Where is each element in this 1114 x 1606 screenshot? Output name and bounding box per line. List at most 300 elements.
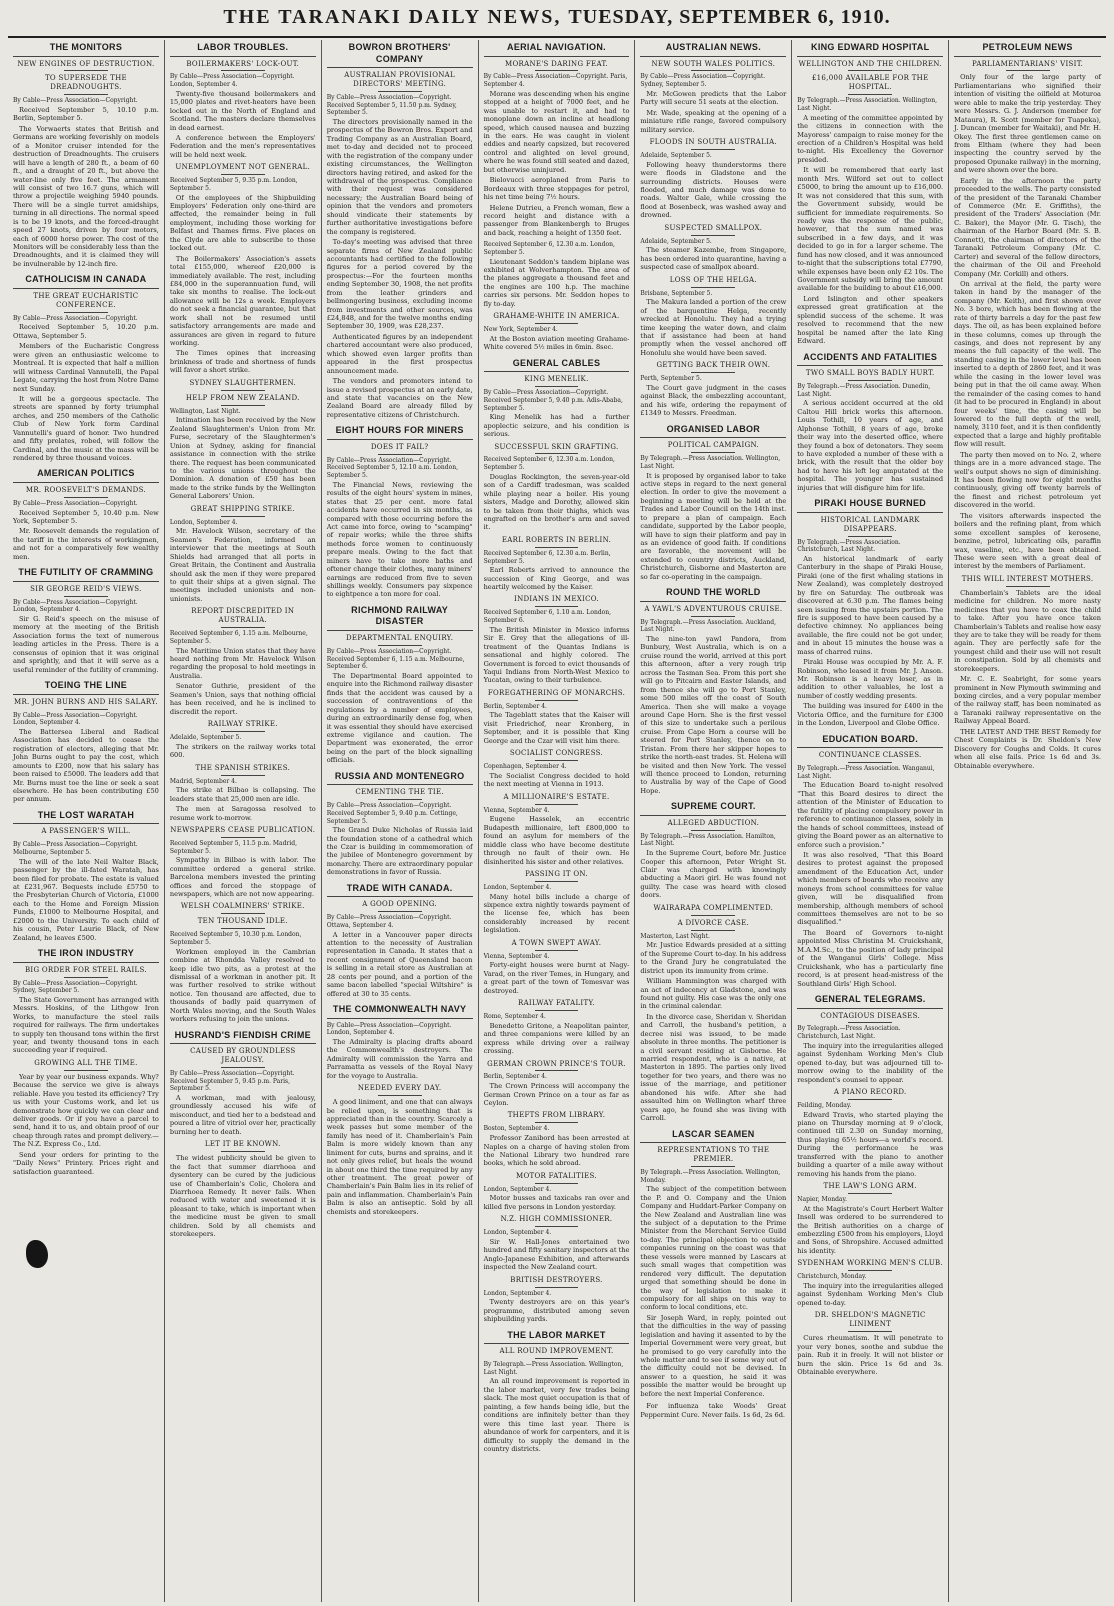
dateline: By Cable—Press Association—Copyright. [13, 97, 138, 105]
article-paragraph: Mr. McGowen predicts that the Labor Party will secure 51 seats at the election. [640, 89, 787, 107]
article-paragraph: The Financial News, reviewing the results of the eight hours' system in mines, states that 25 per cent. more fatal accidents have occurred in six months, as compared with those occurring before the Act came into force, owing to "scamping" of repair works; while the three shifts methods force women to continuously prepare meals. Owing to the fact that miners have to take more baths and oftener change their clothes, many miners' earnings are reduced from five to seven shillings weekly. Consumers pay sixpence to eightpence a ton more for coal. [326, 480, 473, 599]
article [13, 808, 159, 942]
article-subheading: MORANE'S DARING FEAT. [505, 59, 608, 68]
article-subheading: LOSS OF THE HELGA. [669, 275, 757, 284]
article-subheading: DEPARTMENTAL ENQUIRY. [346, 633, 454, 642]
article [170, 1140, 316, 1238]
article-subheading: UNEMPLOYMENT NOT GENERAL. [175, 163, 311, 172]
article-headline: THE COMMONWEALTH NAVY [327, 1002, 473, 1019]
article-headline: LABOR TROUBLES. [170, 40, 316, 57]
article-paragraph: The Tageblatt states that the Kaiser will visit Friedrichof, near Kronberg, in September, and it is possible that King George and the Czar will visit him there. [483, 711, 630, 745]
article [170, 379, 316, 501]
divider-rule [221, 837, 265, 838]
article-paragraph: The Boilermakers' Association's assets total £155,000, whereof £20,000 is immediately available. The rest, including £84,000 in the superannuation fund, will take six months to realise. The lock-out allowance will be 12s a week. Employers do not seek a financial guarantee, but that work shall not be resumed until satisfactory arrangements are made and assurances are given in regard to future working. [169, 254, 316, 348]
ink-blot [26, 1240, 48, 1268]
article-paragraph: Morane was descending when his engine stopped at a height of 7000 feet, and he was unable to restart it, and had to monoplane down an incline at headlong speed, which caused nausea and buzzing in the ears. He was caught in violent eddies and nearly capsized, but recovered control and alighted on level ground, where he was found still seated and dazed, but otherwise uninjured. [483, 89, 630, 174]
article [170, 826, 316, 898]
masthead [8, 6, 1106, 38]
article-paragraph: A serious accident occurred at the old Caltou Hill brick works this afternoon. Louis Tothill, 10 years of age, and Alphonse Tothill, 8 years of age, broke their way into the deserted office, where they found a box of detonators. They seem to have exploded a number of these with a brick, with the result that the older boy had to have his left leg amputated at the hospital. The younger has sustained injuries that will disfigure him for life. [797, 399, 944, 492]
article-paragraph: The strike at Bilbao is collapsing. The leaders state that 25,000 men are idle. [169, 786, 316, 803]
article-paragraph: Intimation has been received by the New Zealand Slaughtermen's Union from Mr. Furse, secretary of the Slaughtermen's Union at Sydney, asking for financial assistance in connection with the strike there. The request has been communicated to the various unions throughout the Dominion. A donation of £50 has been made to the strike funds by the Wellington General Laborers' Union. [169, 416, 316, 501]
divider-rule [848, 1099, 892, 1100]
column-3 [322, 40, 479, 1602]
article-subheading: NEW SOUTH WALES POLITICS. [651, 59, 776, 68]
article [13, 40, 159, 268]
article-paragraph: A meeting of the committee appointed by the citizens in connection with the Mayoress' campaign to raise money for the erection of a Children's Hospital was held to-night. His Excellency the Governor presided. [797, 113, 944, 164]
dateline: Adelaide, September 5. [640, 151, 712, 159]
article [327, 603, 473, 765]
column-4 [479, 40, 636, 1602]
divider-rule [535, 1358, 579, 1359]
article-subheading: A PASSENGER'S WILL. [41, 827, 131, 836]
dateline: Madrid, September 4. [169, 777, 237, 785]
divider-rule [64, 977, 108, 978]
article [13, 946, 159, 1055]
article-paragraph: At the Boston aviation meeting Grahame-White covered 5½ miles in 6min. 8sec. [483, 334, 630, 352]
dateline: By Cable—Press Association—Copyright. [13, 499, 138, 507]
article [797, 40, 943, 346]
dateline: By Cable—Press Association—Copyright. London, September 4. [13, 711, 138, 727]
article-subheading: MR. ROOSEVELT'S DEMANDS. [25, 485, 146, 494]
divider-rule [221, 913, 265, 914]
article-subheading: THIS WILL INTEREST MOTHERS. [961, 574, 1094, 583]
article-subheading: TWO SMALL BOYS BADLY HURT. [805, 369, 935, 378]
divider-rule [691, 149, 735, 150]
divider-rule [64, 838, 108, 839]
article-paragraph: Piraki House was occupied by Mr. A. F. Robinson, who leased it from Mr. J. Anson. Mr. Robinson is a heavy loser, as in addition to other valuables, he lost a number of costly wedding presents. [797, 658, 944, 700]
article-subheading: CEMENTING THE TIE. [355, 788, 444, 797]
article-headline: ROUND THE WORLD [640, 585, 786, 602]
divider-rule [848, 762, 892, 763]
article [484, 536, 630, 592]
column-1 [8, 40, 165, 1602]
article [170, 764, 316, 822]
divider-rule [221, 731, 265, 732]
dateline: By Telegraph.—Press Association. Dunedin, Last Night. [797, 383, 931, 398]
divider-rule [221, 775, 265, 776]
article-headline: THE MONITORS [13, 40, 159, 57]
article-paragraph: A conference between the Employers' Federation and the men's representatives will be held next week. [169, 134, 316, 159]
divider-rule [848, 1022, 892, 1023]
article-subheading: NEWSPAPERS CEASE PUBLICATION. [170, 825, 316, 834]
article-subheading: PASSING IT ON. [525, 869, 588, 878]
article-paragraph: The Board of Governors to-night appointed Miss Christina M. Cruickshank, M.A.M.Sc., to the position of lady principal of the Wanganui Girls' College. Miss Cruickshank, who has a particularly fine record, is at present head-mistress of the Southland Girls' High School. [797, 928, 944, 988]
divider-rule [848, 1331, 892, 1332]
divider-rule [535, 70, 579, 71]
article [640, 138, 786, 220]
article [327, 1084, 473, 1216]
divider-rule [535, 1287, 579, 1288]
column-7 [949, 40, 1106, 1602]
article-subheading: FOREGATHERING OF MONARCHS. [487, 688, 626, 697]
article-paragraph: Mr. Justice Edwards presided at a sitting of the Supreme Court to-day. In his address to the Grand Jury he congratulated the district upon its immunity from crime. [640, 941, 787, 975]
divider-rule [221, 405, 265, 406]
article-paragraph: Lord Islington and other speakers expressed great gratification at the splendid success of the scheme. It was resolved to recommend that the new hospital be named after the late King Edward. [797, 294, 944, 346]
article-paragraph: Edward Travis, who started playing the piano on Thursday morning at 9 o'clock, continued till 2.30 on Sunday morning, thus playing 65½ hours—a world's record. During the performance he was transferred with the piano to another building a quarter of a mile away without removing his hands from the piano. [797, 1110, 944, 1178]
dateline: London, September 4. [483, 1229, 552, 1237]
dateline: By Telegraph.—Press Association. Auckland, Last Night. [640, 618, 776, 634]
article [484, 999, 630, 1055]
article [13, 272, 159, 462]
article-headline: TOEING THE LINE [13, 678, 159, 695]
dateline: By Telegraph.—Press Association. Christchurch, Last Night. [797, 538, 901, 554]
article [640, 224, 786, 272]
article-paragraph: Mr. Havelock Wilson, secretary of the Seamen's Federation, informed an interviewer that the meetings at South Shields had arranged that all ports in Great Britain, the Continent and Australia should ask the men if they were prepared to quit their ships at a given signal. The meetings included unionists and non-unionists. [169, 527, 316, 603]
article [797, 1311, 943, 1376]
divider-rule [691, 915, 735, 916]
article [797, 1259, 943, 1307]
article-paragraph: Forty-eight houses were burnt at Nagy-Varad, on the river Temes, in Hungary, and a great part of the town of Temesvar was destroyed. [483, 961, 630, 995]
article-paragraph: An all round improvement is reported in the labor market, very few trades being slack. The most quiet occupation is that of painting, a few hands being idle, but the conditions are infinitely better than they were this time last year. There is abundance of work for carpenters, and it is difficulty to supply the demand in the country districts. [483, 1377, 630, 1453]
divider-rule [535, 760, 579, 761]
article-headline: KING EDWARD HOSPITAL [797, 40, 943, 57]
article-headline: GENERAL TELEGRAMS. [797, 992, 943, 1009]
dateline: By Cable—Press Association—Copyright. Received September 5, 9.40 p.m. Cettinge, September 5. [326, 802, 458, 825]
divider-rule [535, 804, 579, 805]
article-subheading: A PIANO RECORD. [833, 1087, 907, 1096]
dateline: By Telegraph.—Press Association. Wanganui, Last Night. [797, 765, 935, 780]
article-headline: CATHOLICISM IN CANADA [13, 272, 159, 289]
divider-rule [64, 709, 108, 710]
article-paragraph: Helene Dutrieu, a French woman, flew a record height and distance with a passenger from Blankenbergh to Bruges and back, reaching a height of 1350 feet. [483, 203, 630, 237]
divider-rule [378, 1095, 422, 1096]
dateline: By Cable—Press Association—Copyright. London, September 4. [169, 73, 295, 89]
dateline: Rome, September 4. [483, 1013, 546, 1021]
article [484, 443, 630, 532]
article-headline: THE FUTILITY OF CRAMMING [13, 565, 159, 582]
article-subheading: SYDENHAM WORKING MEN'S CLUB. [797, 1259, 943, 1268]
dateline: Berlin, September 4. [483, 1073, 547, 1081]
article [484, 793, 630, 866]
article-subheading: £16,000 AVAILABLE FOR THE HOSPITAL. [811, 74, 929, 92]
article [640, 1402, 786, 1419]
article-paragraph: Professor Zanibord has been arrested at Naples on a charge of having stolen from the National Library two hundred rare books, which he sold abroad. [483, 1134, 630, 1168]
article [797, 496, 943, 728]
article-paragraph: Douglas Rockington, the seven-year-old son of a Cardiff tradesman, was scalded while playing near a boiler. His young sisters, Madge and Dorothy, allowed skin to be taken from their thighs, which was engrafted on the brother's arm and saved it. [483, 472, 630, 532]
article-paragraph: Benedetto Gritone, a Neapolitan painter, and three companions were killed by an express while driving over a railway crossing. [483, 1021, 630, 1056]
article-subheading: SYDNEY SLAUGHTERMEN. [189, 378, 296, 387]
dateline: By Cable—Press Association—Copyright. Sydney, September 5. [640, 73, 766, 89]
dateline: Napier, Monday. [797, 1196, 847, 1204]
article-paragraph: It will be a gorgeous spectacle. The streets are spanned by forty triumphal arches, and 250 members of the Catholic Club of New York form Cardinal Vannutelli's guard of honor. Two hundred and fifty prelates, robed, will follow the Cardinal, and the music at the mass will be rendered by three thousand voices. [13, 394, 159, 463]
article-headline: RUSSIA AND MONTENEGRO [327, 769, 473, 786]
article-paragraph: It was also resolved, "That this Board desires to protest against the proposed amendment of the Education Act, under which members of boards who receive any moneys from school committees for value given, will be disqualified from membership, although members of school committees themselves are not to be so disqualified." [797, 850, 944, 927]
dateline: Christchurch, Monday. [797, 1273, 867, 1281]
article [484, 40, 630, 237]
divider-rule [691, 930, 735, 931]
divider-rule [221, 928, 265, 929]
article [640, 1127, 786, 1399]
article-subheading: TEN THOUSAND IDLE. [197, 917, 288, 926]
dateline: New York, September 4. [483, 326, 558, 334]
article [640, 276, 786, 358]
article-paragraph: The will of the late Neil Walter Black, passenger by the ill-fated Waratah, has been filed for probate. The estate is valued at £231,967. Bequests include £5750 to the Presbyterian Church of Victoria, £1000 each to the Home and Foreign Mission Funds, £1000 to Melbourne Hospital, and £2000 to the University. To each child of his cousin, Peter Laurie Black, of New Zealand, he leaves £500. [13, 857, 159, 942]
article-subheading: FLOODS IN SOUTH AUSTRALIA. [649, 138, 778, 146]
dateline: By Cable—Press Association—Copyright. Received September 5, 9.45 p.m. Paris, September 5. [169, 1070, 295, 1093]
article-paragraph: Bielovucci aeroplaned from Paris to Bordeaux with three stoppages for petrol, his net time being 7½ hours. [483, 176, 630, 202]
dateline: London, September 4. [483, 1289, 552, 1297]
divider-rule [535, 1183, 579, 1184]
article-paragraph: Sympathy in Bilbao is with labor. The committee ordered a general strike. Barcelona members invested the printing offices and forced the stoppage of newspapers, which are not now appearing. [169, 856, 316, 898]
divider-rule [64, 1070, 108, 1071]
article-headline: BOWRON BROTHERS' COMPANY [327, 40, 473, 68]
dateline: Feilding, Monday. [797, 1101, 852, 1109]
article-paragraph: Mr. C. E. Seabright, for some years prominent in New Plymouth swimming and boxing circles, and a very popular member of the railway staff, has been nominated as a Taranaki railway representative on the Railway Appeal Board. [954, 675, 1101, 726]
article [327, 1002, 473, 1080]
article [484, 1276, 630, 1324]
article-paragraph: The strikers on the railway works total 600. [169, 742, 316, 760]
article-paragraph: A workman, mad with jealousy, groundlessly accused his wife of misconduct, and tied her to a bedstead and poured a litre of vitriol over her, practically burning her to death. [169, 1094, 316, 1136]
divider-rule [848, 536, 892, 537]
article [484, 241, 630, 308]
article-subheading: N.Z. HIGH COMMISSIONER. [500, 1215, 613, 1224]
article-subheading: NEEDED EVERY DAY. [357, 1084, 442, 1093]
article-paragraph: To-day's meeting was advised that three separate firms of New Zealand public accountants had certified to the following figures for a period covered by the prospectus:—For the fourteen months ending September 30, 1908, the net profits from the leather grinders and bellmongering business, excluding income from investments and other sources, was £24,848, and for the twelve months ending September 30, 1909, was £28,237. [326, 238, 473, 331]
article [484, 312, 630, 352]
divider-rule [378, 645, 422, 646]
article-subheading: HELP FROM NEW ZEALAND. [185, 393, 300, 402]
divider-rule [378, 91, 422, 92]
article [13, 565, 159, 674]
dateline: Brisbane, September 5. [640, 289, 713, 297]
dateline: Copenhagen, September 4. [483, 763, 567, 771]
divider-rule [64, 312, 108, 313]
dateline: Received September 6, 1.15 a.m. Melbourne, September 5. [169, 630, 308, 645]
dateline: Berlin, September 4. [483, 702, 547, 710]
article-subheading: CONTINUANCE CLASSES. [818, 751, 922, 760]
article-paragraph: The men at Saragossa resolved to resume work to-morrow. [169, 805, 316, 822]
article [484, 749, 630, 789]
article-headline: AERIAL NAVIGATION. [484, 40, 630, 57]
article-headline: TRADE WITH CANADA. [327, 881, 473, 898]
divider-rule [848, 1193, 892, 1194]
article-paragraph: Members of the Eucharistic Congress were given an enthusiastic welcome to Montreal. It is expected that half a million will witness Cardinal Vannutelli, the Papal Legate, carrying the host from Notre Dame next Sunday. [13, 342, 159, 393]
article [170, 505, 316, 604]
article-paragraph: It will be remembered that early last month Mrs. Wilford set out to collect £5000, to bring the amount up to £16,000. It was not considered that this sum, with the Government subsidy, would be sufficient for immediate requirements. So ready was the response of the public, however, that the sum named was subscribed in a few days, and it was decided to go in for a larger scheme. The fund has now closed, and it was announced to-night that the subscriptions total £7790, while expenses have been only £2 10s. The Government subsidy will bring the amount available for the building to about £16,000. [797, 166, 944, 293]
dateline: By Cable—Press Association—Copyright. Received September 5, 12.10 a.m. London, September 5. [326, 456, 458, 480]
dateline: Adelaide, September 5. [169, 734, 242, 742]
dateline: Received September 5, 10.30 p.m. London, September 5. [169, 931, 302, 946]
article-paragraph: The Grand Duke Nicholas of Russia laid the foundation stone of a cathedral which the Czar is building in commemoration of the jubilee of Montenegro government by monarchy. There are extraordinary popular demonstrations in favor of Russia. [326, 826, 473, 877]
article-paragraph: Workmen employed in the Cambrian combine at Rhondda Valley resolved to keep idle two pits, as a protest at the dismissal of a workman in another pit. It was further resolved to strike without notice. Ten thousand are affected, due to thousands of badly paid quarrymen of North Wales moving, and the South Wales workers refusing to join the unions. [169, 947, 316, 1024]
divider-rule [221, 516, 265, 517]
article-paragraph: The Departmental Board appointed to enquire into the Richmond railway disaster finds that the accident was caused by a succession of contraventions of the regulations by a number of employees, during an extraordinarily dense fog, when it was essential they should have exercised extreme vigilance and caution. The Department was exonerated, the error being on the part of the block signalling officials. [326, 671, 473, 765]
article-subheading: A GOOD OPENING. [362, 900, 438, 909]
article-subheading: GROWING ALL THE TIME. [34, 1058, 138, 1067]
article-paragraph: The British Minister in Mexico informs Sir E. Grey that the allegations of ill-treatment of the Quantas Indians is sensational and highly colored. The Government is forced to evict thousands of Yaqui Indians from North-West Mexico to Yucatan, owing to their turbulence. [483, 625, 630, 685]
dateline: By Telegraph.—Press Association. Wellington, Last Night. [483, 1361, 624, 1376]
article-subheading: INDIANS IN MEXICO. [514, 595, 599, 604]
divider-rule [378, 454, 422, 455]
divider-rule [691, 1166, 735, 1167]
article-headline: EIGHT HOURS FOR MINERS [327, 423, 473, 440]
dateline: Vienna, September 4. [483, 952, 550, 960]
dateline: By Telegraph.—Press Association. Wellington, Monday. [640, 1168, 781, 1184]
divider-rule [1006, 70, 1050, 71]
article-paragraph: Sir G. Reid's speech on the misuse of memory at the meeting of the British Association forms the text of numerous leading articles in the Press. There is a consensus of opinion that it was original and sprightly, and that it will serve as a useful reminder of the futility of cramming. [13, 615, 159, 674]
divider-rule [848, 94, 892, 95]
divider-rule [221, 70, 265, 71]
article-paragraph: King Menelik has had a further apoplectic seizure, and his condition is serious. [483, 413, 630, 439]
article-paragraph: The visitors afterwards inspected the boilers and the refining plant, from which some excellent samples of kerosene, benzine, petrol, lubricating oils, paraffin wax, vaseline, etc., have been obtained. These were seen with a great deal of interest by the members of Parliament. [954, 511, 1101, 571]
dateline: Received September 5, 9.35 p.m. London, September 5. [169, 177, 298, 192]
dateline: By Cable—Press Association—Copyright. Received September 5, 11.50 p.m. Sydney, September 5. [326, 93, 457, 117]
divider-rule [535, 1226, 579, 1227]
article-paragraph: At the Magistrate's Court Herbert Walter Insell was ordered to be surrendered to the British authorities on a charge of embezzling £500 from his employers, Lloyd and Sons, of Shropshire. Accused admitted his identity. [797, 1204, 944, 1255]
article [640, 904, 786, 1123]
article [327, 423, 473, 599]
column-6 [792, 40, 949, 1602]
dateline: By Telegraph.—Press Association. Christchurch, Last Night. [797, 1025, 901, 1041]
issue-date: TUESDAY, SEPTEMBER 6, 1910. [568, 6, 891, 28]
article [797, 1088, 943, 1178]
article-paragraph: The widest publicity should be given to the fact that summer diarrhoea and dysentery can be cured by the judicious use of Chamberlain's Colic, Cholera and Diarrhoea Remedy. It never fails. When reduced with water and sweetened it is pleasant to take, which is important when the medicine must be given to small children. Sold by all chemists and storekeepers. [169, 1154, 316, 1239]
article-paragraph: Sir Joseph Ward, in reply, pointed out that the difficulties in the way of passing legislation and having it assented to by the Imperial Government were very great, but he promised to go very carefully into the whole matter and to see if some way out of the difficulty could not be devised. In answer to a question, he said it was possible the matter would be brought up before the next Imperial Conference. [640, 1313, 787, 1398]
article [954, 575, 1101, 770]
dateline: By Cable—Press Association—Copyright. Sydney, September 5. [13, 979, 138, 995]
article [327, 881, 473, 998]
article [170, 720, 316, 760]
article-subheading: AUSTRALIAN PROVISIONAL DIRECTORS' MEETING. [344, 71, 455, 88]
article-headline: AMERICAN POLITICS [13, 466, 159, 483]
article-paragraph: A letter in a Vancouver paper directs attention to the necessity of Australian representation in Canada. It states that a recent consignment of Queensland bacon is selling in a retail store as Australian at 28 cents per pound, and a portion of the same bacon labelled "special Wiltshire" is offered at 30 to 35 cents. [326, 930, 473, 998]
article [640, 799, 786, 899]
article-paragraph: The Admiralty is placing drafts aboard the Commonwealth's destroyers. The Admiralty will commission the Yarra and Parramatta as vessels of the Royal Navy for the voyage to Australia. [326, 1037, 473, 1080]
article-paragraph: Twenty-five thousand boilermakers and 15,000 plates and rivet-heaters have been locked out in the North of England and Scotland. The masters declare themselves in dead earnest. [169, 89, 316, 132]
divider-rule [535, 1010, 579, 1011]
article [484, 1328, 630, 1454]
article [640, 40, 786, 134]
dateline: By Telegraph.—Press Association. Wellington, Last Night. [640, 455, 781, 470]
article-headline: AUSTRALIAN NEWS. [640, 40, 786, 57]
article-paragraph: Senator Guthrie, president of the Seamen's Union, says that nothing official has been received, and he is inclined to discredit the report. [169, 682, 316, 716]
dateline: Received September 6, 12.30 a.m. London, September 5. [483, 456, 615, 472]
article-paragraph: A good liniment, and one that can always be relied upon, is something that is appreciated than in the country. Scarcely a week passes but some member of the family has need of it. Chamberlain's Pain Balm is more widely known than any liniment for cuts, burns and sprains, and it not only gives relief, but heals the wound in about one third the time required by any other treatment. The great power of Chamberlain's Pain Balm lies in its relief of pain and inflammation. Chamberlain's Pain Balm is also an antiseptic. Sold by all chemists and storekeepers. [326, 1098, 473, 1216]
article-subheading: NEW ENGINES OF DESTRUCTION. [17, 59, 155, 68]
article-headline: SUPREME COURT. [640, 799, 786, 816]
article-subheading: THEFTS FROM LIBRARY. [507, 1111, 606, 1120]
newspaper-columns [8, 40, 1106, 1602]
article-paragraph: Mr. Roosevelt demands the regulation of the tariff in the interests of workingmen, and not for a comparatively few wealthy men. [13, 527, 159, 561]
divider-rule [691, 235, 735, 236]
article-paragraph: Many hotel bills include a charge of sixpence extra nightly towards payment of the license fee, which has been considerably increased by recent legislation. [483, 892, 630, 935]
article-subheading: KING MENELIK. [524, 375, 589, 384]
article [484, 1060, 630, 1108]
dateline: Adelaide, September 5. [640, 237, 712, 245]
article-subheading: POLITICAL CAMPAIGN. [667, 441, 759, 450]
dateline: By Telegraph.—Press Association. Wellington, Last Night. [797, 97, 938, 113]
article-headline: ORGANISED LABOR [640, 422, 786, 439]
article [484, 1172, 630, 1212]
article-subheading: REPORT DISCREDITED IN AUSTRALIA. [191, 607, 295, 625]
article-paragraph: Earl Roberts arrived to announce the succession of King George, and was heartily welcomed by the Kaiser. [483, 566, 630, 592]
dateline: By Cable—Press Association—Copyright. Received September 5, 9.40 p.m. Adis-Ababa, September 5. [483, 389, 623, 412]
dateline: By Cable—Press Association—Copyright. Melbourne, September 5. [13, 841, 138, 856]
article-subheading: THE SPANISH STRIKES. [195, 763, 291, 772]
divider-rule [64, 94, 108, 95]
article-subheading: BIG ORDER FOR STEEL RAILS. [24, 965, 147, 974]
dateline: Received September 6, 12.30 a.m. London, September 5. [483, 241, 615, 256]
article [327, 769, 473, 877]
article-paragraph: William Hammington was charged with an act of indecency at Gladstone, and was found not guilty. His case was the only one in the criminal calendar. [640, 977, 787, 1011]
article [797, 350, 943, 493]
article-paragraph: The Court gave judgment in the cases against Black, the embezzling accountant, and his wife, ordering the repayment of £1349 to Messrs. Freedman. [640, 383, 787, 418]
article-subheading: DOES IT FAIL? [370, 442, 429, 451]
article-paragraph: Early in the afternoon the party proceeded to the wells. The party consisted of the president of the Taranaki Chamber of Commerce (Mr. E. Griffiths), the president of the Traders' Association (Mr. C. Baker), the Mayor (Mr. G. Tisch), the chairman of the Harbor Board (Mr. S. B. Connett), the chairman of directors of the Taranaki Petroleum Company (Mr. C. Carter) and several of the fellow directors, the chairman of the Oil and Freehold Company (Mr. Corkill) and others. [954, 176, 1101, 278]
divider-rule [378, 911, 422, 912]
article-paragraph: Lieutenant Seddon's tandem biplane was exhibited at Wolverhampton. The area of the planes aggregate a thousand feet and the engines are 100 h.p. The machine carries six persons. Mr. Seddon hopes to fly to-day. [483, 257, 630, 308]
article [797, 992, 943, 1084]
article-paragraph: Of the employees of the Shipbuilding Employers' Federation only one-third are affected, the remainder being in full employment, including those working for Belfast and Thames firms. Five places on the Clyde are able to subscribe to those locked out. [169, 193, 316, 253]
article [13, 466, 159, 561]
dateline: By Cable—Press Association—Copyright. Ottawa, September 4. [326, 914, 452, 929]
article-paragraph: The steamer Kazembe, from Singapore, has been ordered into quarantine, having a suspected case of smallpox aboard. [640, 246, 787, 272]
dateline: Boston, September 4. [483, 1125, 550, 1133]
article-paragraph: An historical landmark of early Canterbury in the shape of Piraki House, Piraki (one of the first whaling stations in New Zealand), was completely destroyed by fire on Saturday. The outbreak was discovered at 6.30 p.m. The flames being seen issuing from the upstairs portion. The fire is supposed to have been caused by a defective chimney. No appliances being available, the fire could not be got under, and in about 15 minutes the house was a mass of charred ruins. [797, 554, 944, 656]
article-paragraph: The Vorwaerts states that British and Germans are working feverishly on models of a Monitor cruiser intended for the destruction of Dreadnoughts. The cruisers will have a length of 280 ft., a beam of 60 ft., and a draught of 20 ft., but above the water-line only five feet. The armament will consist of two 16.7 guns, which will throw a projectile weighing 5940 pounds. There will be a single turret amidships, turning in all directions. The normal speed is to be 19 knots, and the forced-draught speed 27 knots, driven by four motors, each of 6000 horse power. The cost of the Monitors will be considerably less than the Dreadnoughts, and it is claimed they will be invulnerable by 12-inch fire. [13, 124, 159, 268]
article-subheading: SUCCESSFUL SKIN GRAFTING. [494, 442, 619, 451]
article-headline: THE IRON INDUSTRY [13, 946, 159, 963]
article [170, 40, 316, 159]
article-headline: LASCAR SEAMEN [640, 1127, 786, 1144]
article-headline: PIRAKI HOUSE BURNED [797, 496, 943, 513]
article-subheading: WELSH COALMINERS' STRIKE. [180, 902, 305, 911]
divider-rule [535, 1122, 579, 1123]
article-subheading: WELLINGTON AND THE CHILDREN. [798, 59, 942, 68]
article-paragraph: The Socialist Congress decided to hold the next meeting at Vienna in 1913. [483, 771, 630, 789]
article-paragraph: The Education Board to-night resolved "That this Board desires to direct the attention of the Minister of Education to the futility of placing compulsory power in reference to continuance classes, solely in the hands of school committees, instead of giving the Board power as an alternative to enforce such a provision." [797, 781, 944, 849]
divider-rule [221, 1151, 265, 1152]
dateline: By Cable—Press Association—Copyright. London, September 4. [13, 598, 138, 614]
divider-rule [535, 881, 579, 882]
article-subheading: DR. SHELDON'S MAGNETIC LINIMENT [814, 1311, 926, 1329]
article [484, 595, 630, 684]
dateline: London, September 4. [483, 883, 552, 891]
article-subheading: CONTAGIOUS DISEASES. [820, 1011, 920, 1020]
article-paragraph: Chamberlain's Tablets are the ideal medicine for children. No more nasty medicines that you have to coax the child to take. After you have once taken Chamberlain's Tablets and realise how easy they are to take they will be ready for them again. They are perfectly safe for the youngest child and their use will not result in constipation. Sold by all chemists and storekeepers. [954, 588, 1101, 673]
divider-rule [848, 380, 892, 381]
divider-rule [848, 70, 892, 71]
article-paragraph: Received September 5, 10.10 p.m. Berlin, September 5. [13, 106, 159, 123]
article-subheading: HISTORICAL LANDMARK DISAPPEARS. [820, 515, 920, 533]
article-paragraph: Year by year our business expands. Why? Because the service we give is always reliable. Have you tested its efficiency? Try us with your Customs work, and let us demonstrate how quickly we can clear and deliver goods. Or if you have a parcel to send, hand it to us, and obtain proof of our cheap through rates and prompt delivery.—The N.Z. Express Co., Ltd. [13, 1072, 159, 1149]
divider-rule [535, 323, 579, 324]
dateline: Wellington, Last Night. [169, 407, 241, 415]
divider-rule [535, 606, 579, 607]
divider-rule [535, 386, 579, 387]
article [484, 1215, 630, 1271]
article-paragraph: In the Supreme Court, before Mr. Justice Cooper this afternoon, Peter Wright St. Clair was charged with knowingly abducting a Maori girl. He was found not guilty. The case was heard with closed doors. [640, 849, 787, 900]
divider-rule [691, 616, 735, 617]
article-headline: THE LABOR MARKET [484, 1328, 630, 1345]
article-subheading: WAIRARAPA COMPLIMENTED. [653, 903, 774, 912]
article-subheading: CAUSED BY GROUNDLESS JEALOUSY. [190, 1047, 296, 1065]
article-paragraph: The Maritime Union states that they have heard nothing from Mr. Havelock Wilson regarding the proposal to hold meetings in Australia. [169, 646, 316, 680]
article [484, 939, 630, 995]
article-paragraph: The Crown Princess will accompany the German Crown Prince on a tour as far as Ceylon. [483, 1082, 630, 1108]
article-subheading: A YAWL'S ADVENTUROUS CRUISE. [644, 604, 783, 613]
article-paragraph: The party then moved on to No. 2, where things are in a more advanced stage. The well's output shows no sign of diminishing. It has been flowing now for eight months continuously, giving off twenty barrels of the finest and richest petroleum yet discovered in the world. [954, 450, 1101, 510]
article-subheading: GREAT SHIPPING STRIKE. [190, 504, 295, 513]
article-subheading: REPRESENTATIONS TO THE PREMIER. [657, 1146, 770, 1163]
dateline: By Cable—Press Association—Copyright. Paris, September 4. [483, 73, 628, 89]
dateline: Masterton, Last Night. [640, 932, 710, 940]
article-paragraph: THE LATEST AND THE BEST Remedy for Chest Complaints is Dr. Sheldon's New Discovery for Coughs and Colds. It cures when all else fails. Price 1s 6d and 3s. Obtainable everywhere. [954, 727, 1101, 770]
article-subheading: THE LAW'S LONG ARM. [823, 1182, 917, 1191]
article-headline: RICHMOND RAILWAY DISASTER [327, 603, 473, 631]
article-subheading: GRAHAME-WHITE IN AMERICA. [493, 312, 620, 321]
article-paragraph: The inquiry into the irregularities alleged against Sydenham Working Men's Club opened to-day, but was adjourned till to-morrow owing to the inability of the respondent's counsel to appear. [797, 1041, 944, 1084]
